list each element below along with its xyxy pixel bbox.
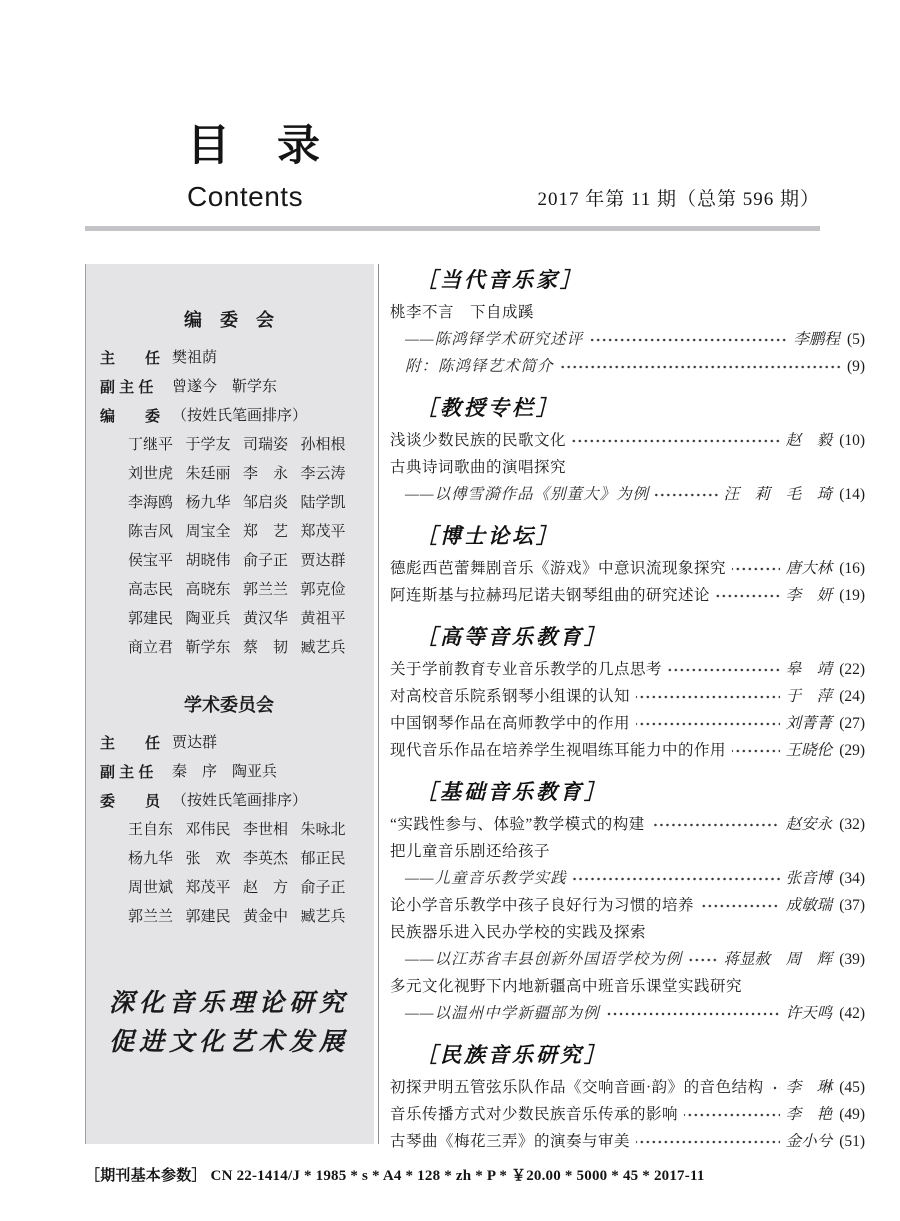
board-role-label: 主 任 <box>100 350 161 367</box>
board-role-row <box>100 787 358 816</box>
board-member-name: 王自东 <box>128 822 174 838</box>
toc-page-number: (24) <box>839 688 866 705</box>
toc-section <box>390 621 865 764</box>
toc-author: 李鹏程 <box>793 331 840 348</box>
main-content <box>85 264 866 1150</box>
toc-row <box>390 1101 865 1128</box>
toc-row <box>390 582 865 609</box>
board-member-name: 高晓东 <box>185 582 231 598</box>
toc-entry-text: 古琴曲《梅花三弄》的演奏与审美 <box>390 1133 631 1150</box>
toc-author: 张音博 <box>785 870 833 887</box>
toc-entry-text: ——以江苏省丰县创新外国语学校为例 <box>405 951 683 968</box>
board-member-name: 李世相 <box>243 822 289 838</box>
toc-row <box>390 656 865 683</box>
toc-entry-text: ——以傅雪漪作品《别董大》为例 <box>405 486 650 503</box>
board-member-name: 陆学凯 <box>300 495 346 511</box>
toc-section-header: ［当代音乐家］ <box>416 268 584 292</box>
board-member-name: 郑茂平 <box>185 880 231 896</box>
footer <box>85 1164 820 1185</box>
board-member-name: 黄祖平 <box>300 611 346 627</box>
board-member-name: 郭兰兰 <box>128 909 174 925</box>
toc-section <box>390 264 865 380</box>
board-member-name: 张 欢 <box>185 851 231 867</box>
contents-page <box>0 112 900 1221</box>
board-role-row <box>100 344 358 373</box>
board-member-name: 靳学东 <box>185 640 231 656</box>
toc-leader-dots <box>651 821 780 829</box>
toc-page-number: (16) <box>839 560 866 577</box>
board-role-value: （按姓氏笔画排序） <box>172 408 308 424</box>
toc-entry-text: 中国钢琴作品在高师教学中的作用 <box>390 715 631 732</box>
toc-leader-dots <box>606 1010 780 1018</box>
toc-author: 金小兮 <box>785 1133 833 1150</box>
board-role-row <box>100 373 358 402</box>
toc-entry-text: 音乐传播方式对少数民族音乐传承的影响 <box>390 1106 679 1123</box>
board-member-name: 赵 方 <box>243 880 289 896</box>
board-member-name: 丁继平 <box>128 437 174 453</box>
toc-entry-text: ——以温州中学新疆部为例 <box>405 1005 600 1022</box>
board-member-name: 俞子正 <box>243 553 289 569</box>
boards-container <box>100 306 358 932</box>
board-member-name: 郭兰兰 <box>243 582 289 598</box>
board-member-name: 郭克俭 <box>300 582 346 598</box>
board-role-row <box>100 729 358 758</box>
slogan-line: 促进文化艺术发展 <box>108 1029 349 1056</box>
toc-leader-dots <box>732 747 780 755</box>
toc-page-number: (49) <box>839 1106 866 1123</box>
toc-row <box>390 973 865 1000</box>
board-role-label: 委 员 <box>100 793 161 810</box>
board-member-name: 李英杰 <box>243 851 289 867</box>
board-role-row <box>100 402 358 431</box>
toc-entry-text: 民族器乐进入民办学校的实践及探索 <box>390 924 647 941</box>
board-role-row <box>100 758 358 787</box>
board-member-name: 郑茂平 <box>300 524 346 540</box>
board-member-name: 黄汉华 <box>243 611 289 627</box>
left-panel <box>85 264 374 1144</box>
toc-author: 唐大林 <box>785 560 833 577</box>
board-member-name: 郭建民 <box>185 909 231 925</box>
toc-leader-dots <box>573 875 780 883</box>
toc-row <box>390 1074 865 1101</box>
toc-entry-text: 关于学前教育专业音乐教学的几点思考 <box>390 661 663 678</box>
toc-entry-text: 把儿童音乐剧还给孩子 <box>390 843 551 860</box>
toc-entry-text: 论小学音乐教学中孩子良好行为习惯的培养 <box>390 897 695 914</box>
board-member-name: 臧艺兵 <box>300 640 346 656</box>
toc-leader-dots <box>572 437 780 445</box>
toc-entry-text: “实践性参与、体验”教学模式的构建 <box>390 816 645 833</box>
toc-page-number: (37) <box>839 897 866 914</box>
toc-leader-dots <box>770 1084 780 1092</box>
toc-entry-text: 桃李不言 下自成蹊 <box>390 304 535 321</box>
toc-page-number: (32) <box>839 816 866 833</box>
board-role-value: 曾遂今 靳学东 <box>172 379 278 395</box>
toc-leader-dots <box>655 491 718 499</box>
board-member-name: 贾达群 <box>300 553 346 569</box>
toc-page-number: (19) <box>839 587 866 604</box>
board-members-grid <box>128 816 358 932</box>
board-member-name: 高志民 <box>128 582 174 598</box>
board-member-name: 朱咏北 <box>300 822 346 838</box>
toc-row <box>390 811 865 838</box>
toc-author: 于 萍 <box>785 688 833 705</box>
toc-row <box>390 838 865 865</box>
board-member-name: 邹启炎 <box>243 495 289 511</box>
board-role-value: 贾达群 <box>172 735 218 751</box>
board-member-name: 郑 艺 <box>243 524 289 540</box>
toc-leader-dots <box>688 956 718 964</box>
board-member-name: 侯宝平 <box>128 553 174 569</box>
toc-row <box>390 892 865 919</box>
toc-author: 刘菁菁 <box>785 715 833 732</box>
board-section <box>100 691 358 932</box>
toc-page-number: (39) <box>839 951 866 968</box>
toc-author: 汪 莉 毛 琦 <box>723 486 833 503</box>
board-member-name: 孙相根 <box>300 437 346 453</box>
toc-row <box>390 683 865 710</box>
board-member-name: 陶亚兵 <box>185 611 231 627</box>
toc-row <box>390 919 865 946</box>
board-member-name: 李海鸥 <box>128 495 174 511</box>
toc-leader-dots <box>636 720 780 728</box>
toc-section <box>390 776 865 1027</box>
toc-entry-text: 附：陈鸿铎艺术简介 <box>405 358 554 375</box>
toc-section-header: ［高等音乐教育］ <box>416 625 608 649</box>
toc-leader-dots <box>684 1111 780 1119</box>
board-members-grid <box>128 431 358 663</box>
board-member-name: 李 永 <box>243 466 289 482</box>
board-member-name: 臧艺兵 <box>300 909 346 925</box>
toc-row <box>390 481 865 508</box>
toc-row <box>390 353 865 380</box>
toc-leader-dots <box>636 693 780 701</box>
issue-info: 2017 年第 11 期（总第 596 期） <box>537 189 820 210</box>
toc-author: 成敏瑞 <box>785 897 833 914</box>
toc-column <box>378 264 866 1150</box>
toc-section-header: ［教授专栏］ <box>416 396 560 420</box>
toc-page-number: (9) <box>846 358 866 375</box>
toc-row <box>390 555 865 582</box>
toc-section <box>390 520 865 609</box>
toc-section-header: ［博士论坛］ <box>416 524 560 548</box>
toc-page-number: (10) <box>839 432 866 449</box>
toc-page-number: (34) <box>839 870 866 887</box>
toc-row <box>390 737 865 764</box>
board-section <box>100 306 358 663</box>
toc-leader-dots <box>668 666 780 674</box>
header <box>85 112 820 213</box>
toc-page-number: (51) <box>839 1133 866 1150</box>
toc-page-number: (27) <box>839 715 866 732</box>
toc-entry-text: 多元文化视野下内地新疆高中班音乐课堂实践研究 <box>390 978 743 995</box>
board-role-label: 编 委 <box>100 408 161 425</box>
toc-leader-dots <box>589 336 787 344</box>
toc-author: 皋 靖 <box>785 661 833 678</box>
toc-author: 赵安永 <box>785 816 833 833</box>
toc-entry-text: 阿连斯基与拉赫玛尼诺夫钢琴组曲的研究述论 <box>390 587 711 604</box>
slogan-line: 深化音乐理论研究 <box>108 990 349 1017</box>
toc-page-number: (5) <box>846 331 866 348</box>
board-member-name: 周宝全 <box>185 524 231 540</box>
slogan <box>100 984 358 1062</box>
toc-page-number: (29) <box>839 742 866 759</box>
board-member-name: 陈吉风 <box>128 524 174 540</box>
toc-entry-text: 德彪西芭蕾舞剧音乐《游戏》中意识流现象探究 <box>390 560 727 577</box>
board-member-name: 俞子正 <box>300 880 346 896</box>
toc-author: 李 妍 <box>785 587 833 604</box>
toc-row <box>390 326 865 353</box>
board-member-name: 司瑞姿 <box>243 437 289 453</box>
board-member-name: 蔡 韧 <box>243 640 289 656</box>
toc-page-number: (22) <box>839 661 866 678</box>
toc-leader-dots <box>700 902 780 910</box>
board-member-name: 黄金中 <box>243 909 289 925</box>
toc-page-number: (14) <box>839 486 866 503</box>
toc-section <box>390 392 865 508</box>
title-block <box>187 112 322 213</box>
toc-author: 李 琳 <box>785 1079 833 1096</box>
board-member-name: 于学友 <box>185 437 231 453</box>
toc-entry-text: 浅谈少数民族的民歌文化 <box>390 432 567 449</box>
toc-author: 赵 毅 <box>785 432 833 449</box>
board-role-value: 秦 序 陶亚兵 <box>172 764 278 780</box>
header-divider-rule <box>85 226 820 231</box>
board-member-name: 胡晓伟 <box>185 553 231 569</box>
toc-row <box>390 710 865 737</box>
toc-author: 蒋显赦 周 辉 <box>723 951 833 968</box>
board-role-value: （按姓氏笔画排序） <box>172 793 308 809</box>
toc-entry-text: 对高校音乐院系钢琴小组课的认知 <box>390 688 631 705</box>
toc-leader-dots <box>560 363 841 371</box>
toc-page-number: (42) <box>839 1005 866 1022</box>
board-role-label: 副 主 任 <box>100 764 154 781</box>
toc-entry-text: 古典诗词歌曲的演唱探究 <box>390 459 567 476</box>
board-role-label: 副 主 任 <box>100 379 154 396</box>
board-heading: 学术委员会 <box>184 695 274 715</box>
toc-row <box>390 299 865 326</box>
toc-section-header: ［基础音乐教育］ <box>416 780 608 804</box>
board-member-name: 郭建民 <box>128 611 174 627</box>
board-role-label: 主 任 <box>100 735 161 752</box>
toc-author: 李 艳 <box>785 1106 833 1123</box>
board-heading: 编 委 会 <box>184 310 274 330</box>
board-member-name: 李云涛 <box>300 466 346 482</box>
toc-row <box>390 1128 865 1155</box>
toc-author: 许天鸣 <box>785 1005 833 1022</box>
toc-entry-text: ——陈鸿铎学术研究述评 <box>405 331 584 348</box>
journal-contents-title-en: Contents <box>187 181 304 212</box>
board-member-name: 杨九华 <box>185 495 231 511</box>
board-member-name: 邓伟民 <box>185 822 231 838</box>
toc-page-number: (45) <box>839 1079 866 1096</box>
toc-row <box>390 454 865 481</box>
journal-basic-parameters: ［期刊基本参数］ CN 22-1414/J * 1985 * s * A4 * 128 * zh * P * ￥20.00 * 5000 * 45 * 2017-11 <box>85 1168 705 1184</box>
toc-row <box>390 1000 865 1027</box>
toc-entry-text: 初探尹明五管弦乐队作品《交响音画·韵》的音色结构 <box>390 1079 764 1096</box>
toc-row <box>390 946 865 973</box>
toc-entry-text: 现代音乐作品在培养学生视唱练耳能力中的作用 <box>390 742 727 759</box>
toc-author: 王晓伦 <box>785 742 833 759</box>
board-member-name: 郁正民 <box>300 851 346 867</box>
journal-contents-title-cn: 目 录 <box>187 122 322 170</box>
toc-row <box>390 427 865 454</box>
toc-leader-dots <box>732 565 780 573</box>
toc-leader-dots <box>716 592 780 600</box>
toc-section-header: ［民族音乐研究］ <box>416 1043 608 1067</box>
toc-leader-dots <box>636 1138 780 1146</box>
toc-entry-text: ——儿童音乐教学实践 <box>405 870 567 887</box>
board-member-name: 朱廷丽 <box>185 466 231 482</box>
board-role-value: 樊祖荫 <box>172 350 218 366</box>
board-member-name: 周世斌 <box>128 880 174 896</box>
board-member-name: 刘世虎 <box>128 466 174 482</box>
toc-section <box>390 1039 865 1155</box>
board-member-name: 杨九华 <box>128 851 174 867</box>
board-member-name: 商立君 <box>128 640 174 656</box>
toc-row <box>390 865 865 892</box>
